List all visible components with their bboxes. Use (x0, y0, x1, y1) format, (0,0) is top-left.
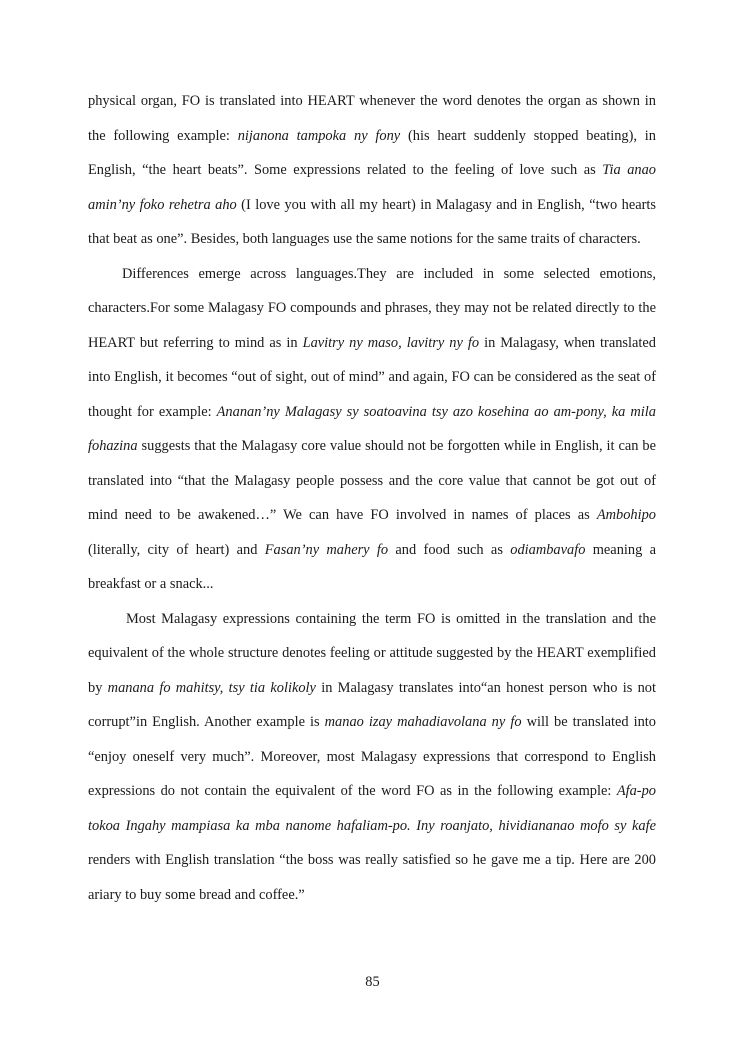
italic-text: nijanona tampoka ny fony (237, 127, 401, 144)
text-run: (I love you with all my heart) in Malagasy and in English, “two hearts that beat as one”. Besides, both languages use the same notions for the same traits of characters. (88, 196, 656, 247)
page-number: 85 (365, 974, 380, 990)
body-paragraph (88, 257, 656, 602)
text-run: (literally, city of heart) and (88, 541, 265, 558)
italic-text: Ananan’ny Malagasy sy soatoavina tsy azo kosehina ao am-pony, ka mila fohazina (88, 403, 656, 454)
italic-text: manana fo mahitsy, tsy tia kolikoly (107, 679, 316, 696)
italic-text: Afa-po tokoa Ingahy mampiasa ka mba nanome hafaliam-po. Iny roanjato, hividiananao mofo sy kafe (88, 783, 656, 834)
body-paragraph (88, 84, 656, 257)
text-run: renders with English translation “the boss was really satisfied so he gave me a tip. Here are 200 ariary to buy some bread and coffee.” (88, 852, 656, 903)
body-text (88, 84, 656, 912)
text-run: will be translated into “enjoy oneself very much”. Moreover, most Malagasy expressions that correspond to English expressions do not contain the equivalent of the word FO as in the following example: (88, 714, 657, 799)
text-run: in Malagasy translates into“an honest person who is not corrupt”in English. Another example is (88, 679, 656, 730)
italic-text: Tia anao amin’ny foko rehetra aho (88, 162, 656, 213)
italic-text: Fasan’ny mahery fo (264, 541, 389, 558)
text-run: Most Malagasy expressions containing the term FO is omitted in the translation and the equivalent of the whole structure denotes feeling or attitude suggested by the HEART exemplified by (88, 610, 656, 696)
text-run: suggests that the Malagasy core value should not be forgotten while in English, it can be translated into “that the Malagasy people possess and the core value that cannot be got out of mind need to be awakened…” We can have FO involved in names of places as (88, 438, 656, 523)
italic-text: manao izay mahadiavolana ny fo (324, 714, 522, 730)
text-run: (his heart suddenly stopped beating), in English, “the heart beats”. Some expressions related to the feeling of love such as (88, 127, 656, 178)
text-run: and food such as (388, 541, 511, 558)
text-run: physical organ, FO is translated into HEART whenever the word denotes the organ as shown in the following example: (88, 93, 656, 144)
text-run: in Malagasy, when translated into English, it becomes “out of sight, out of mind” and again, FO can be considered as the seat of thought for example: (88, 334, 656, 420)
italic-text: Ambohipo (596, 507, 656, 523)
text-run: meaning a breakfast or a snack... (88, 541, 656, 592)
body-paragraph (88, 602, 656, 913)
italic-text: odiambavafo (510, 541, 586, 558)
text-run: Differences emerge across languages.They are included in some selected emotions, characters.For some Malagasy FO compounds and phrases, they may not be related directly to the HEART but referring to mind as in (88, 265, 656, 351)
italic-text: Lavitry ny maso, lavitry ny fo (302, 334, 480, 351)
